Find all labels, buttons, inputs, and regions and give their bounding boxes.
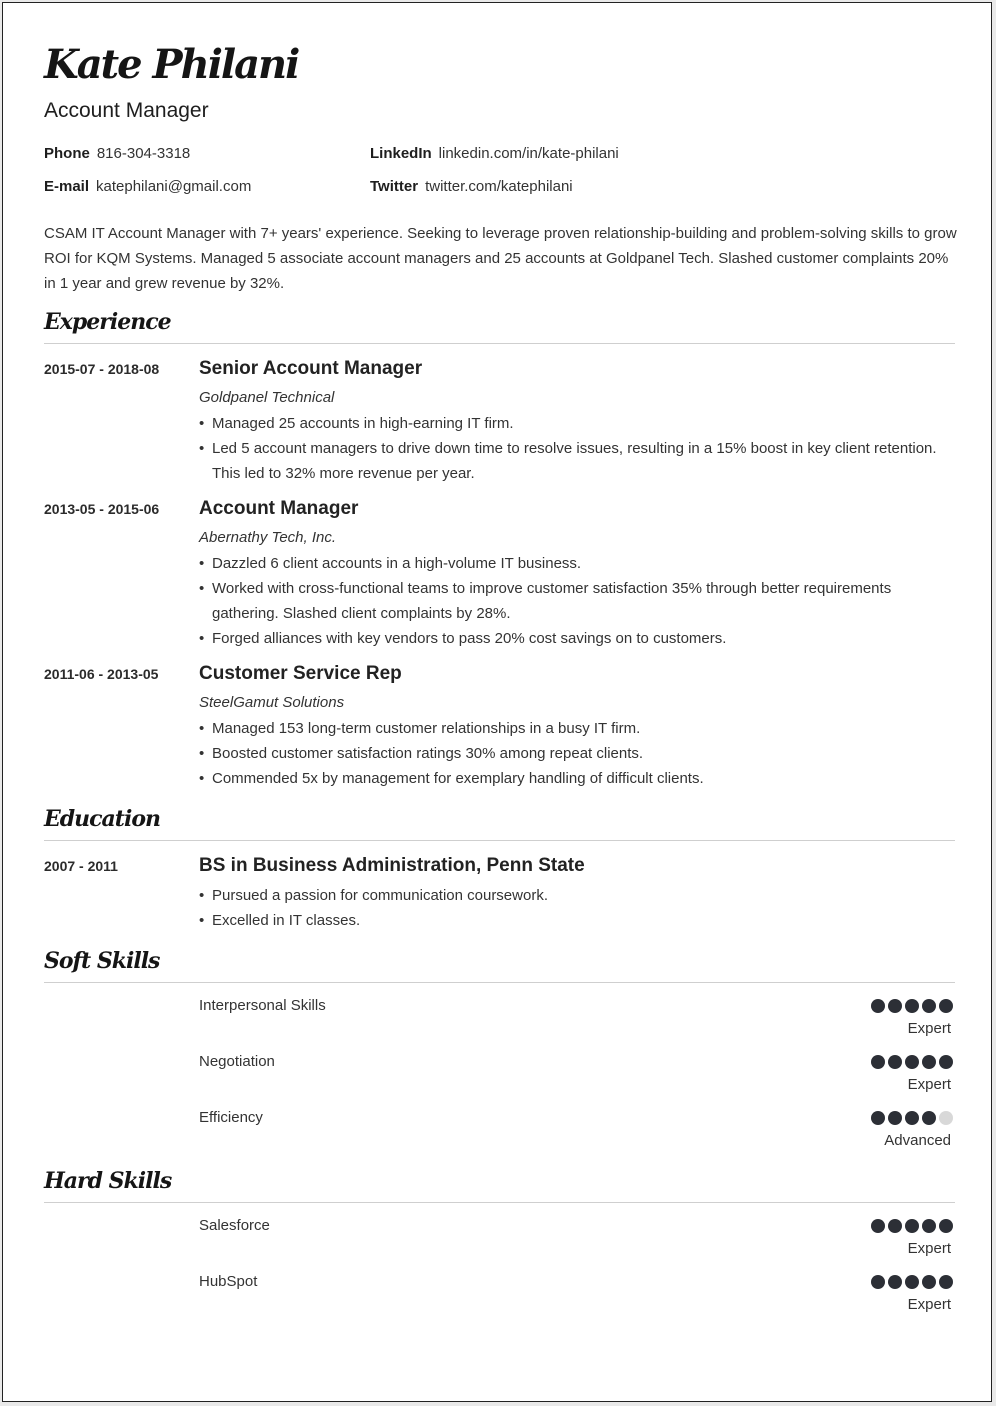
- job-role: Senior Account Manager: [199, 358, 423, 379]
- twitter-label: Twitter: [370, 178, 419, 195]
- rating-dot: [888, 999, 902, 1013]
- summary-paragraph: CSAM IT Account Manager with 7+ years' experience. Seeking to leverage proven relationship-building and problem-solving skills to grow ROI for KQM Systems. Managed 5 associate account managers and 25 accounts at Goldpanel Tech. Slashed customer complaints 20% in 1 year and grew revenue by 32%.: [44, 225, 957, 292]
- rating-dot: [871, 1111, 885, 1125]
- section-title-hard-skills: Hard Skills: [44, 1168, 172, 1194]
- rating-dot: [922, 1055, 936, 1069]
- rating-dot: [905, 1055, 919, 1069]
- rating-dot: [905, 999, 919, 1013]
- skill-name: Negotiation: [199, 1053, 275, 1070]
- rating-dot: [871, 1275, 885, 1289]
- rating-dot: [905, 1111, 919, 1125]
- email-label: E-mail: [44, 178, 90, 195]
- contact-phone: [44, 145, 190, 162]
- job-bullets: [199, 551, 959, 651]
- rating-dot: [939, 1219, 953, 1233]
- rating-dot: [922, 999, 936, 1013]
- candidate-name: Kate Philani: [44, 41, 299, 88]
- resume-page: [2, 2, 992, 1402]
- rating-dot: [871, 999, 885, 1013]
- job-bullets: [199, 716, 959, 791]
- section-title-soft-skills: Soft Skills: [44, 948, 160, 974]
- rating-dot: [871, 1219, 885, 1233]
- phone-value: 816-304-3318: [96, 145, 191, 162]
- list-item: • Forged alliances with key vendors to pass 20% cost savings on to customers.: [199, 626, 959, 651]
- rating-dot: [888, 1111, 902, 1125]
- rating-dot: [888, 1055, 902, 1069]
- contact-linkedin: [370, 145, 619, 162]
- section-title-experience: Experience: [44, 309, 171, 335]
- education-dates: 2007 - 2011: [44, 858, 118, 874]
- contact-email: [44, 178, 251, 195]
- job-dates: 2015-07 - 2018-08: [44, 361, 160, 377]
- rating-dot: [871, 1055, 885, 1069]
- linkedin-label: LinkedIn: [370, 145, 432, 162]
- list-item: • Dazzled 6 client accounts in a high-volume IT business.: [199, 551, 959, 576]
- rating-dot: [922, 1275, 936, 1289]
- list-item: • Managed 153 long-term customer relationships in a busy IT firm.: [199, 716, 959, 741]
- rating-dot: [905, 1219, 919, 1233]
- job-company: Abernathy Tech, Inc.: [199, 529, 337, 546]
- twitter-link[interactable]: twitter.com/katephilani: [425, 178, 573, 195]
- rating-dot: [888, 1275, 902, 1289]
- phone-label: Phone: [44, 145, 90, 162]
- job-title: Account Manager: [44, 99, 209, 122]
- skill-name: Salesforce: [199, 1217, 270, 1234]
- skill-rating: [871, 1111, 956, 1125]
- section-divider: [44, 840, 955, 841]
- job-dates: 2011-06 - 2013-05: [44, 666, 159, 682]
- skill-level: Advanced: [884, 1132, 951, 1149]
- rating-dot: [939, 1111, 953, 1125]
- linkedin-link[interactable]: linkedin.com/in/kate-philani: [438, 145, 619, 162]
- job-role: Customer Service Rep: [199, 663, 402, 684]
- job-role: Account Manager: [199, 498, 359, 519]
- list-item: • Worked with cross-functional teams to improve customer satisfaction 35% through better requirements gathering. Slashed client complaints by 28%.: [199, 576, 959, 626]
- skill-level: Expert: [907, 1076, 951, 1093]
- skill-rating: [871, 1219, 956, 1233]
- list-item: • Commended 5x by management for exemplary handling of difficult clients.: [199, 766, 959, 791]
- skill-name: HubSpot: [199, 1273, 258, 1290]
- rating-dot: [939, 999, 953, 1013]
- skill-rating: [871, 999, 956, 1013]
- education-bullets: [199, 883, 959, 933]
- skill-rating: [871, 1055, 956, 1069]
- job-company: Goldpanel Technical: [199, 389, 335, 406]
- education-degree: BS in Business Administration, Penn State: [199, 855, 585, 876]
- skill-name: Efficiency: [199, 1109, 263, 1126]
- skill-level: Expert: [907, 1296, 951, 1313]
- section-divider: [44, 343, 955, 344]
- rating-dot: [888, 1219, 902, 1233]
- list-item: • Managed 25 accounts in high-earning IT firm.: [199, 411, 959, 436]
- rating-dot: [922, 1219, 936, 1233]
- skill-name: Interpersonal Skills: [199, 997, 326, 1014]
- list-item: • Pursued a passion for communication coursework.: [199, 883, 959, 908]
- section-title-education: Education: [44, 806, 160, 832]
- email-link[interactable]: katephilani@gmail.com: [96, 178, 252, 195]
- rating-dot: [939, 1055, 953, 1069]
- skill-rating: [871, 1275, 956, 1289]
- job-bullets: [199, 411, 959, 486]
- list-item: • Led 5 account managers to drive down time to resolve issues, resulting in a 15% boost in key client retention. This led to 32% more revenue per year.: [199, 436, 959, 486]
- list-item: • Excelled in IT classes.: [199, 908, 959, 933]
- list-item: • Boosted customer satisfaction ratings 30% among repeat clients.: [199, 741, 959, 766]
- skill-level: Expert: [907, 1240, 951, 1257]
- job-company: SteelGamut Solutions: [199, 694, 345, 711]
- job-dates: 2013-05 - 2015-06: [44, 501, 160, 517]
- rating-dot: [939, 1275, 953, 1289]
- section-divider: [44, 982, 955, 983]
- rating-dot: [905, 1275, 919, 1289]
- contact-twitter: [370, 178, 573, 195]
- rating-dot: [922, 1111, 936, 1125]
- section-divider: [44, 1202, 955, 1203]
- skill-level: Expert: [907, 1020, 951, 1037]
